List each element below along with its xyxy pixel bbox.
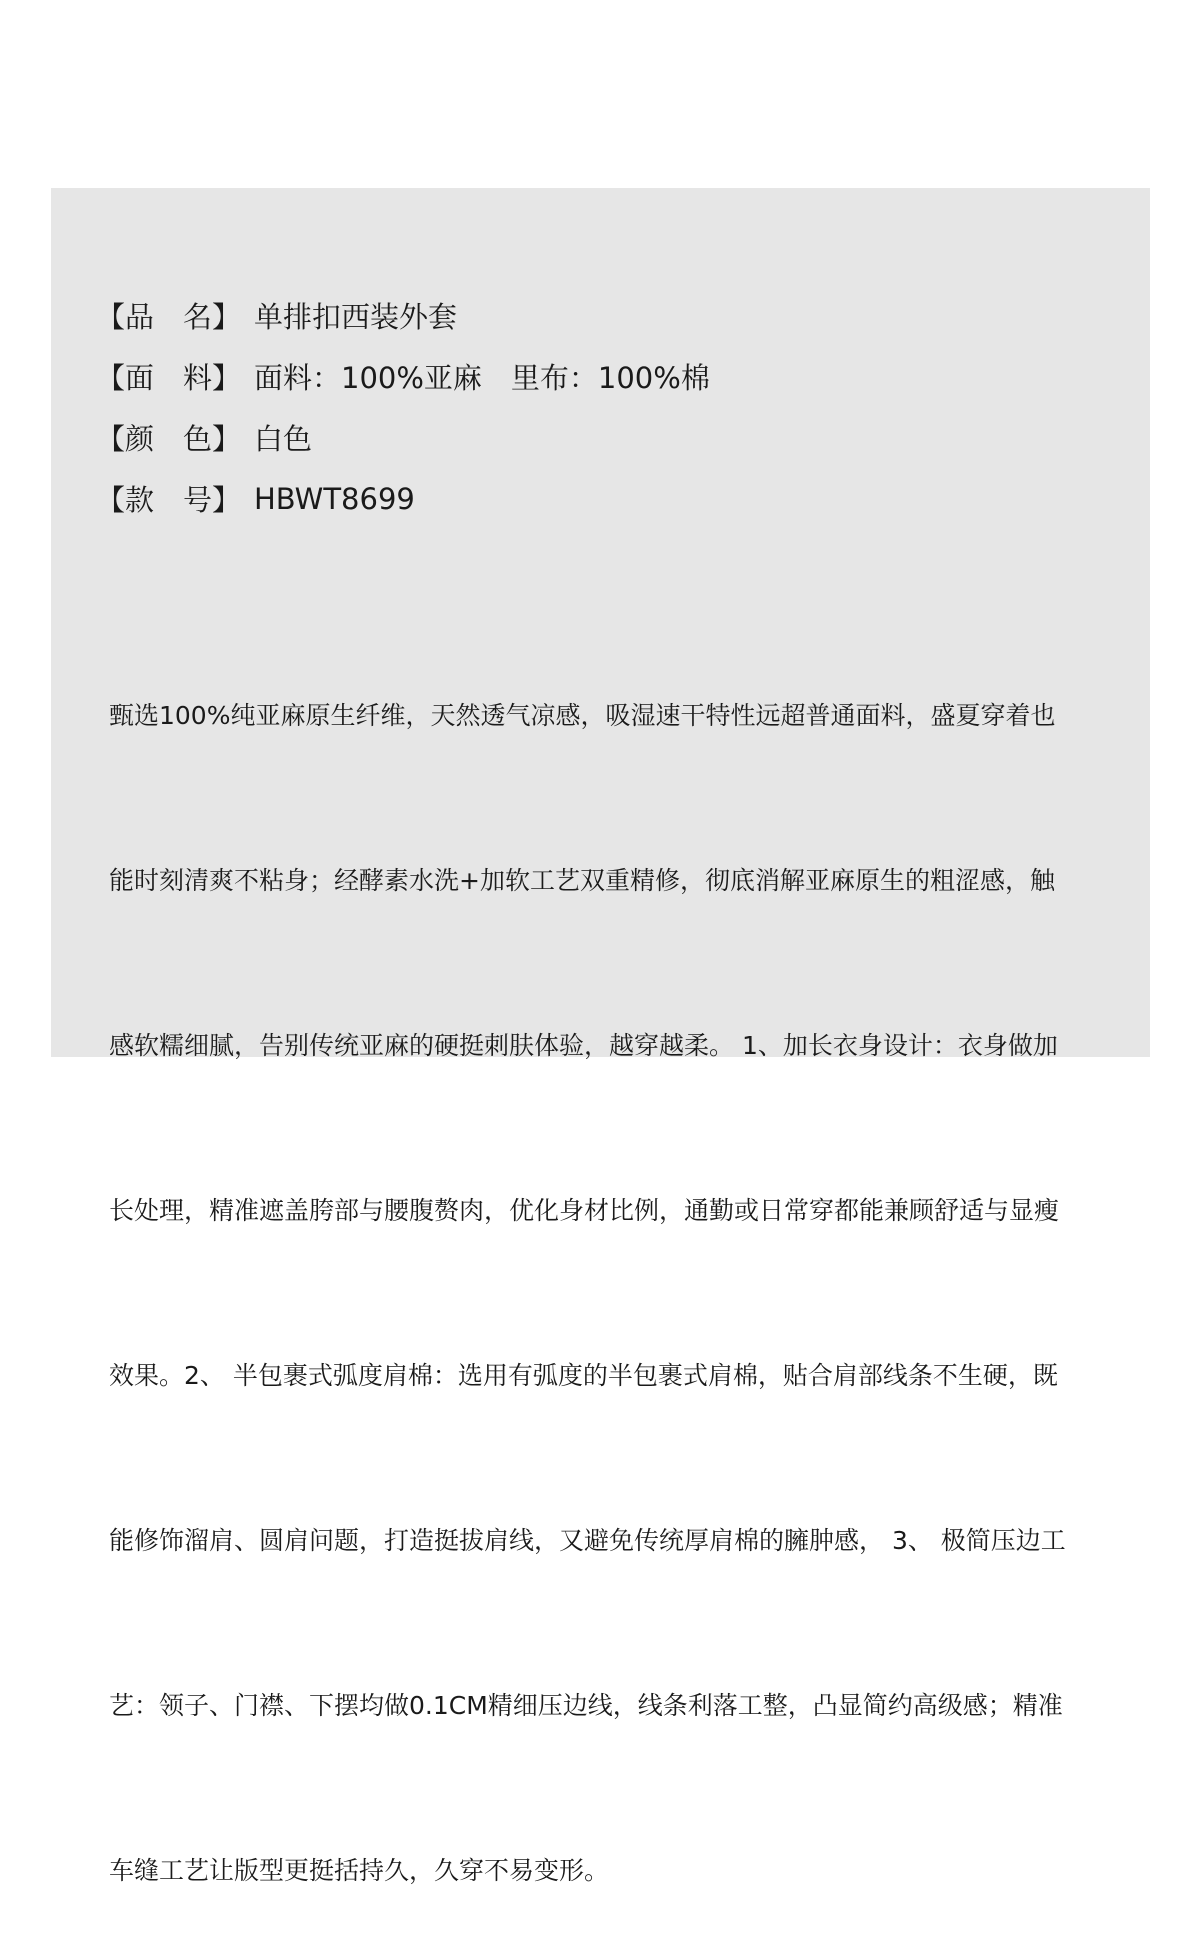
spec-row-color [96,407,710,468]
spec-value: 单排扣西装外套 [254,300,458,334]
description-line: 能时刻清爽不粘身；经酵素水洗+加软工艺双重精修，彻底消解亚麻原生的粗涩感，触 [109,866,1055,895]
description-line: 车缝工艺让版型更挺括持久，久穿不易变形。 [109,1856,610,1885]
description-line: 甄选100%纯亚麻原生纤维，天然透气凉感，吸湿速干特性远超普通面料，盛夏穿着也 [109,701,1056,730]
spec-label: 【品 名】 [96,300,242,334]
description-line: 效果。2、 半包裹式弧度肩棉：选用有弧度的半包裹式肩棉，贴合肩部线条不生硬，既 [109,1361,1058,1390]
spec-value: 面料：100%亚麻 里布：100%棉 [254,361,710,395]
description-line: 长处理，精准遮盖胯部与腰腹赘肉，优化身材比例，通勤或日常穿都能兼顾舒适与显瘦 [109,1196,1060,1225]
product-description [109,578,1104,1953]
description-line: 能修饰溜肩、圆肩问题，打造挺拔肩线，又避免传统厚肩棉的臃肿感， 3、 极简压边工 [109,1526,1066,1555]
spec-value: HBWT8699 [254,481,415,516]
spec-label: 【款 号】 [96,483,242,517]
description-line: 艺：领子、门襟、下摆均做0.1CM精细压边线，线条利落工整，凸显简约高级感；精准 [109,1691,1063,1720]
spec-row-fabric [96,346,710,407]
spec-label: 【颜 色】 [96,422,242,456]
spec-list [96,285,710,529]
spec-value: 白色 [254,422,313,456]
spec-row-name [96,285,710,346]
description-line: 感软糯细腻，告别传统亚麻的硬挺刺肤体验，越穿越柔。 1、加长衣身设计：衣身做加 [109,1031,1058,1060]
spec-row-style-number [96,468,710,529]
spec-label: 【面 料】 [96,361,242,395]
